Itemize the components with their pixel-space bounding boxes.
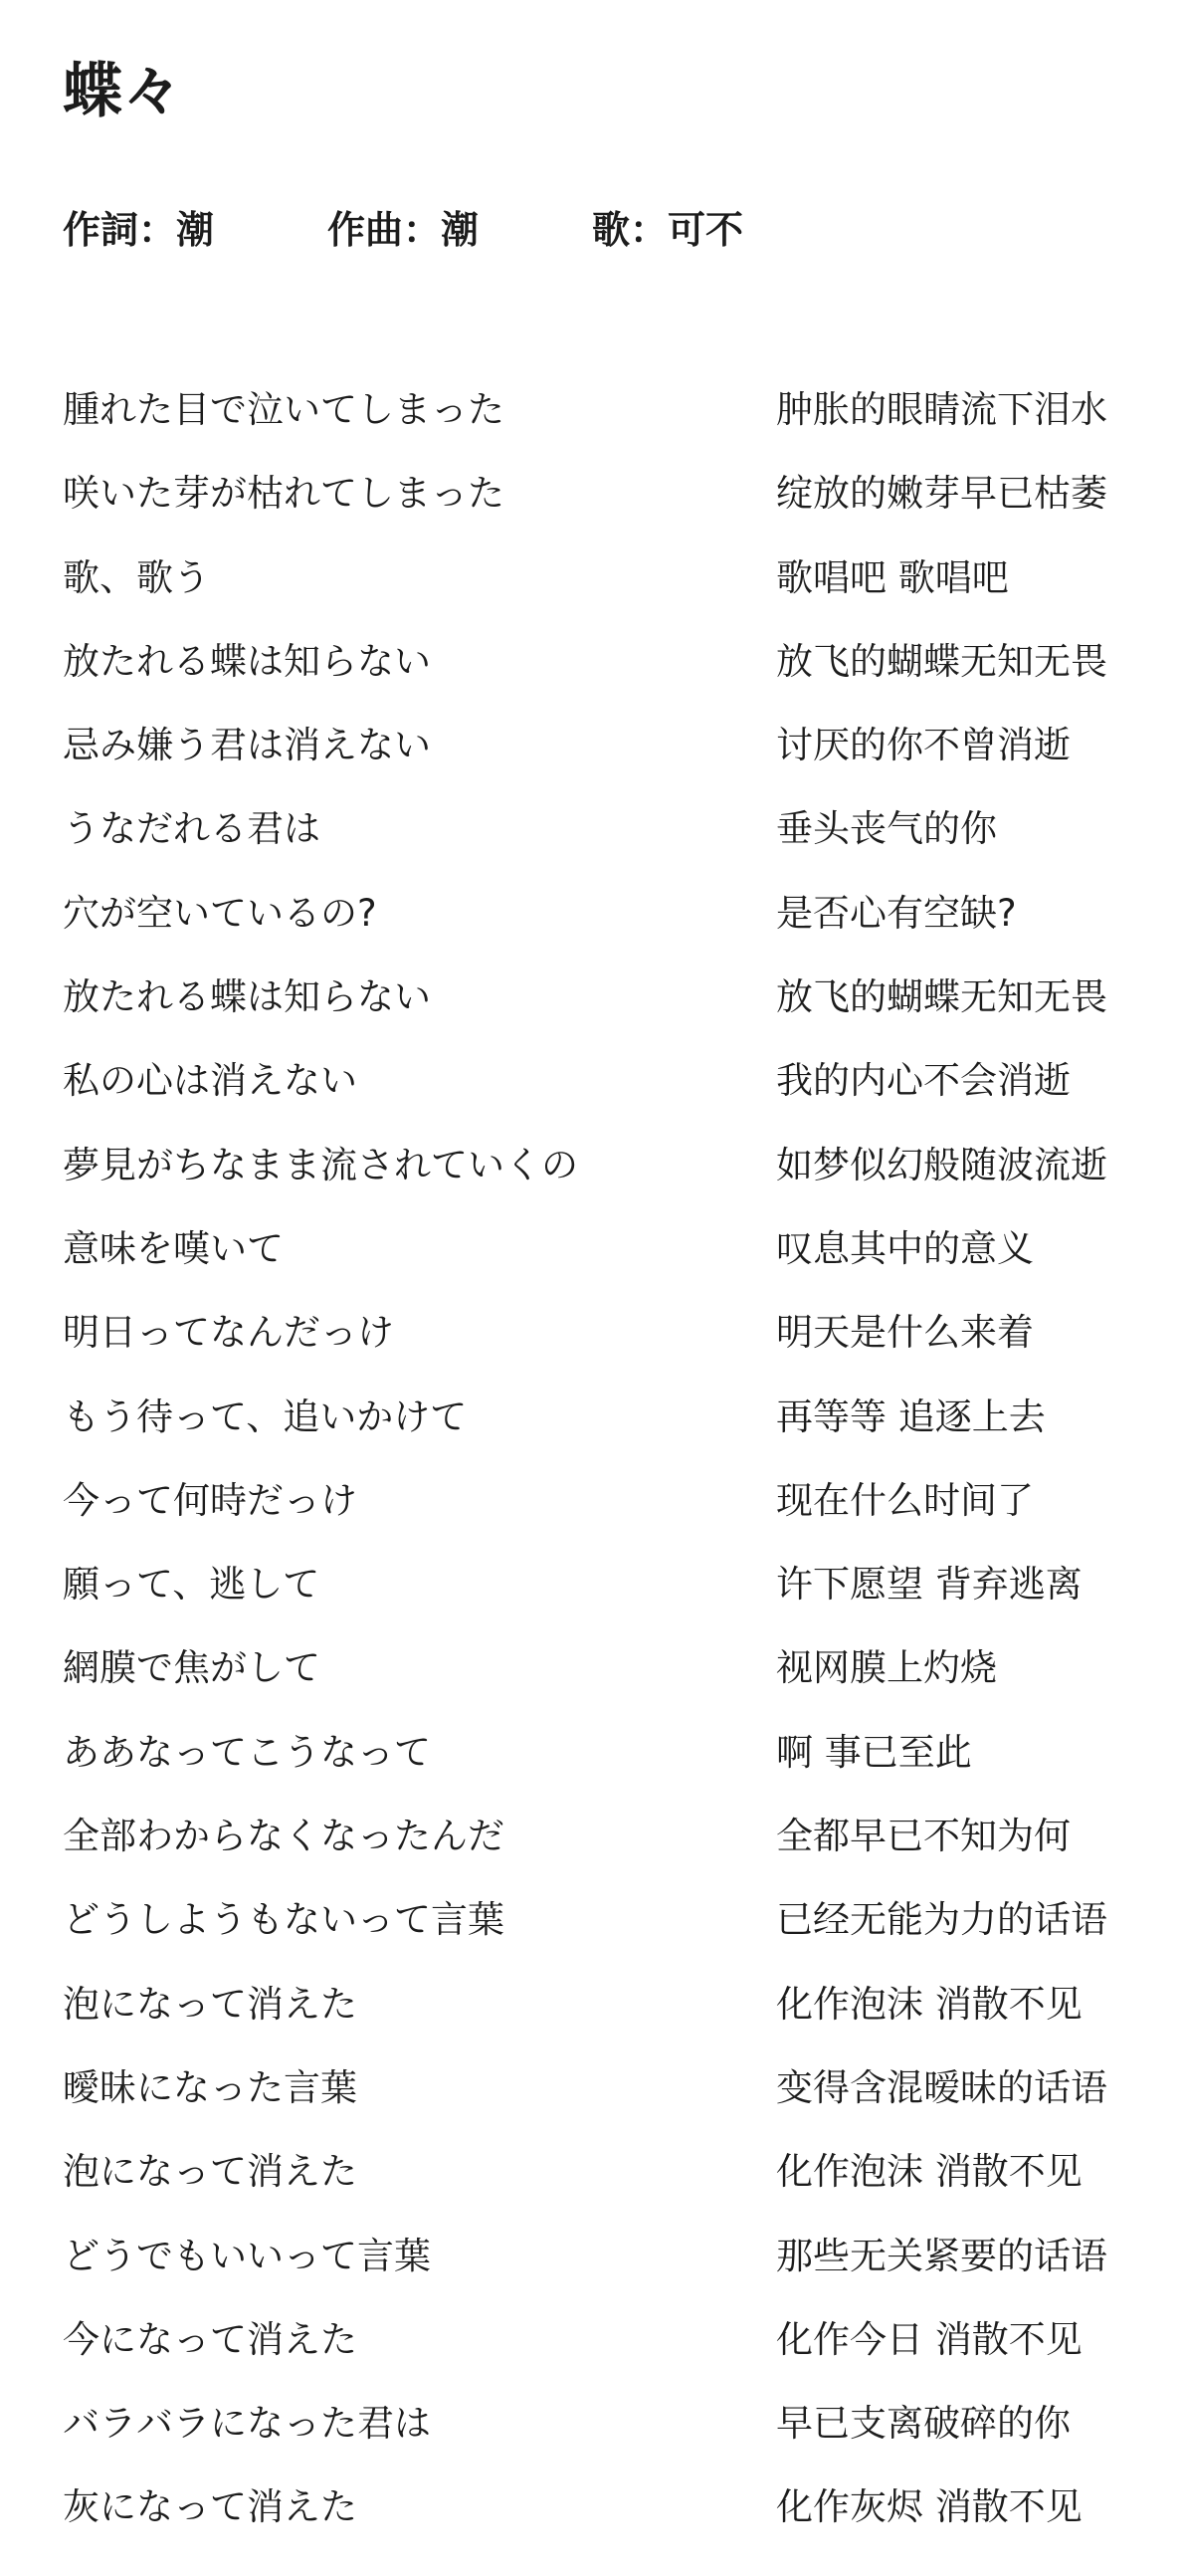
composer-label: 作曲： xyxy=(327,208,442,252)
lyric-japanese: バラバラになった君は xyxy=(63,2402,431,2446)
lyric-line xyxy=(0,1543,1185,1626)
lyric-chinese: 啊 事已至此 xyxy=(776,1730,972,1774)
lyric-chinese: 现在什么时间了 xyxy=(776,1478,1034,1522)
lyric-line xyxy=(0,1039,1185,1123)
lyric-chinese: 已经无能为力的话语 xyxy=(776,1898,1107,1942)
credits-line xyxy=(63,197,743,263)
lyric-chinese: 变得含混暧昧的话语 xyxy=(776,2065,1107,2109)
lyric-chinese: 明天是什么来着 xyxy=(776,1311,1034,1355)
lyric-japanese: 意味を嘆いて xyxy=(63,1226,284,1270)
lyric-japanese: 泡になって消えた xyxy=(63,2150,357,2194)
lyric-japanese: 今って何時だっけ xyxy=(63,1478,357,1522)
singer-name: 可不 xyxy=(668,208,744,252)
lyric-chinese: 化作灰烬 消散不见 xyxy=(776,2485,1083,2529)
lyric-japanese: 願って、逃して xyxy=(63,1563,320,1607)
lyric-chinese: 早已支离破碎的你 xyxy=(776,2402,1071,2446)
lyric-japanese: 明日ってなんだっけ xyxy=(63,1311,394,1355)
composer-name: 潮 xyxy=(441,208,480,252)
lyric-line xyxy=(0,956,1185,1039)
lyric-japanese: 腫れた目で泣いてしまった xyxy=(63,388,504,431)
lyric-chinese: 我的内心不会消逝 xyxy=(776,1059,1071,1103)
lyric-japanese: 泡になって消えた xyxy=(63,1982,357,2026)
lyrics-list xyxy=(0,368,1185,2550)
lyric-japanese: ああなってこうなって xyxy=(63,1730,431,1774)
lyric-chinese: 化作泡沫 消散不见 xyxy=(776,2150,1083,2194)
lyric-line xyxy=(0,2298,1185,2382)
lyric-chinese: 许下愿望 背弃逃离 xyxy=(776,1563,1083,1607)
lyric-line xyxy=(0,1459,1185,1543)
lyric-line xyxy=(0,1376,1185,1459)
lyric-japanese: 灰になって消えた xyxy=(63,2485,357,2529)
lyric-japanese: 今になって消えた xyxy=(63,2317,357,2361)
lyric-line xyxy=(0,2382,1185,2466)
lyricist-label: 作詞： xyxy=(63,208,177,252)
lyric-line xyxy=(0,1878,1185,1962)
lyric-chinese: 化作泡沫 消散不见 xyxy=(776,1982,1083,2026)
lyric-chinese: 绽放的嫩芽早已枯萎 xyxy=(776,472,1107,516)
lyric-line xyxy=(0,1207,1185,1291)
lyric-line xyxy=(0,537,1185,620)
lyric-chinese: 讨厌的你不曾消逝 xyxy=(776,724,1071,767)
lyric-line xyxy=(0,1626,1185,1710)
lyric-chinese: 垂头丧气的你 xyxy=(776,807,997,851)
lyric-japanese: 夢見がちなまま流されていくの xyxy=(63,1143,578,1186)
lyric-line xyxy=(0,1124,1185,1207)
lyric-chinese: 全都早已不知为何 xyxy=(776,1815,1071,1858)
lyric-chinese: 视网膜上灼烧 xyxy=(776,1646,997,1690)
lyric-line xyxy=(0,2466,1185,2549)
lyric-line xyxy=(0,2215,1185,2298)
lyric-line xyxy=(0,787,1185,871)
lyric-japanese: 咲いた芽が枯れてしまった xyxy=(63,472,504,516)
lyric-japanese: 私の心は消えない xyxy=(63,1059,357,1103)
lyric-japanese: どうしようもないって言葉 xyxy=(63,1898,504,1942)
lyric-japanese: 歌、歌う xyxy=(63,555,210,599)
lyric-line xyxy=(0,2046,1185,2130)
lyric-japanese: 放たれる蝶は知らない xyxy=(63,639,431,683)
singer-label: 歌： xyxy=(592,208,669,252)
composer-credit xyxy=(327,197,592,263)
lyric-line xyxy=(0,1291,1185,1375)
lyric-line xyxy=(0,1795,1185,1878)
lyric-chinese: 如梦似幻般随波流逝 xyxy=(776,1143,1107,1186)
singer-credit xyxy=(592,197,743,263)
lyric-line xyxy=(0,368,1185,452)
lyric-chinese: 放飞的蝴蝶无知无畏 xyxy=(776,975,1107,1019)
lyric-chinese: 那些无关紧要的话语 xyxy=(776,2234,1107,2277)
lyric-japanese: 放たれる蝶は知らない xyxy=(63,975,431,1019)
lyric-japanese: 忌み嫌う君は消えない xyxy=(63,724,431,767)
lyric-line xyxy=(0,1711,1185,1795)
lyric-japanese: 網膜で焦がして xyxy=(63,1646,320,1690)
lyric-line xyxy=(0,1963,1185,2046)
lyric-japanese: うなだれる君は xyxy=(63,807,320,851)
lyric-line xyxy=(0,704,1185,787)
lyric-japanese: 穴が空いているの? xyxy=(63,891,377,935)
lyric-chinese: 再等等 追逐上去 xyxy=(776,1395,1046,1438)
lyric-line xyxy=(0,620,1185,704)
lyric-line xyxy=(0,452,1185,536)
lyricist-credit xyxy=(63,197,327,263)
lyric-chinese: 歌唱吧 歌唱吧 xyxy=(776,555,1009,599)
lyric-line xyxy=(0,872,1185,956)
lyric-japanese: どうでもいいって言葉 xyxy=(63,2234,431,2277)
lyric-japanese: 曖昧になった言葉 xyxy=(63,2065,357,2109)
lyric-chinese: 是否心有空缺? xyxy=(776,891,1017,935)
lyric-japanese: 全部わからなくなったんだ xyxy=(63,1815,504,1858)
page-title: 蝶々 xyxy=(63,57,182,126)
lyric-chinese: 化作今日 消散不见 xyxy=(776,2317,1083,2361)
lyric-line xyxy=(0,2130,1185,2214)
lyric-japanese: もう待って、追いかけて xyxy=(63,1395,468,1438)
lyric-chinese: 叹息其中的意义 xyxy=(776,1226,1034,1270)
lyricist-name: 潮 xyxy=(176,208,215,252)
lyric-chinese: 放飞的蝴蝶无知无畏 xyxy=(776,639,1107,683)
lyric-chinese: 肿胀的眼睛流下泪水 xyxy=(776,388,1107,431)
